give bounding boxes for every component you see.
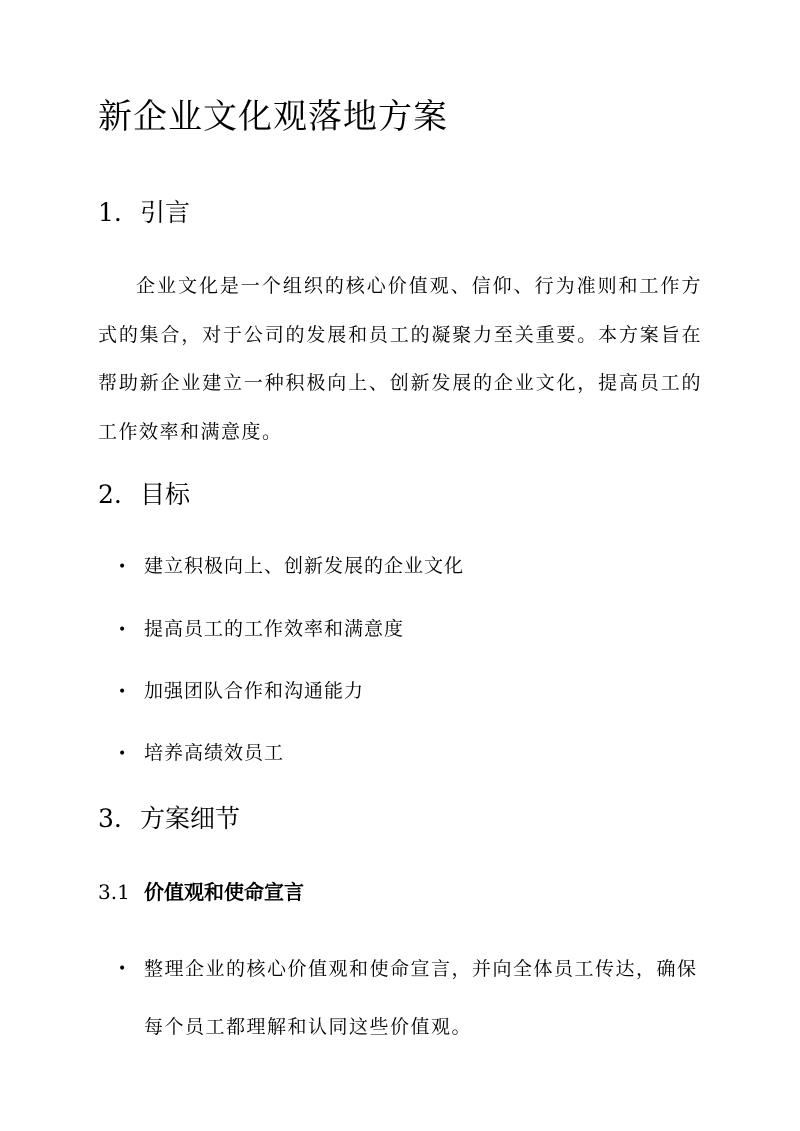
section-heading-introduction [98, 196, 190, 230]
list-item-text: 培养高绩效员工 [144, 742, 285, 764]
bullet-icon: • [118, 622, 128, 638]
bullet-icon: • [118, 961, 128, 977]
list-item-text: 整理企业的核心价值观和使命宣言，并向全体员工传达，确保每个员工都理解和认同这些价值观。 [144, 958, 698, 1038]
section-title: 引言 [140, 198, 191, 227]
section-title: 目标 [140, 480, 191, 509]
list-item [118, 940, 698, 1056]
subsection-number: 3.1 [98, 880, 130, 904]
bullet-icon: • [118, 684, 128, 700]
list-item-text: 提高员工的工作效率和满意度 [144, 618, 405, 640]
list-item [118, 615, 404, 644]
list-item [118, 739, 284, 768]
subsection-heading-values-mission [98, 878, 304, 906]
list-item [118, 552, 464, 581]
introduction-paragraph: 企业文化是一个组织的核心价值观、信仰、行为准则和工作方式的集合，对于公司的发展和员工的凝聚力至关重要。本方案旨在帮助新企业建立一种积极向上、创新发展的企业文化，提高员工的工作效率和满意度。 [98, 275, 702, 443]
section-number: 1. [98, 198, 122, 227]
document-title: 新企业文化观落地方案 [98, 97, 448, 137]
list-item [118, 677, 364, 706]
list-item-text: 建立积极向上、创新发展的企业文化 [144, 555, 465, 577]
subsection-title: 价值观和使命宣言 [144, 880, 304, 904]
bullet-icon: • [118, 559, 128, 575]
bullet-icon: • [118, 746, 128, 762]
list-item-text: 加强团队合作和沟通能力 [144, 680, 365, 702]
section-heading-goals [98, 478, 190, 512]
section-heading-plan-details [98, 802, 240, 836]
section-number: 3. [98, 804, 122, 833]
section-number: 2. [98, 480, 122, 509]
section-title: 方案细节 [140, 804, 241, 833]
